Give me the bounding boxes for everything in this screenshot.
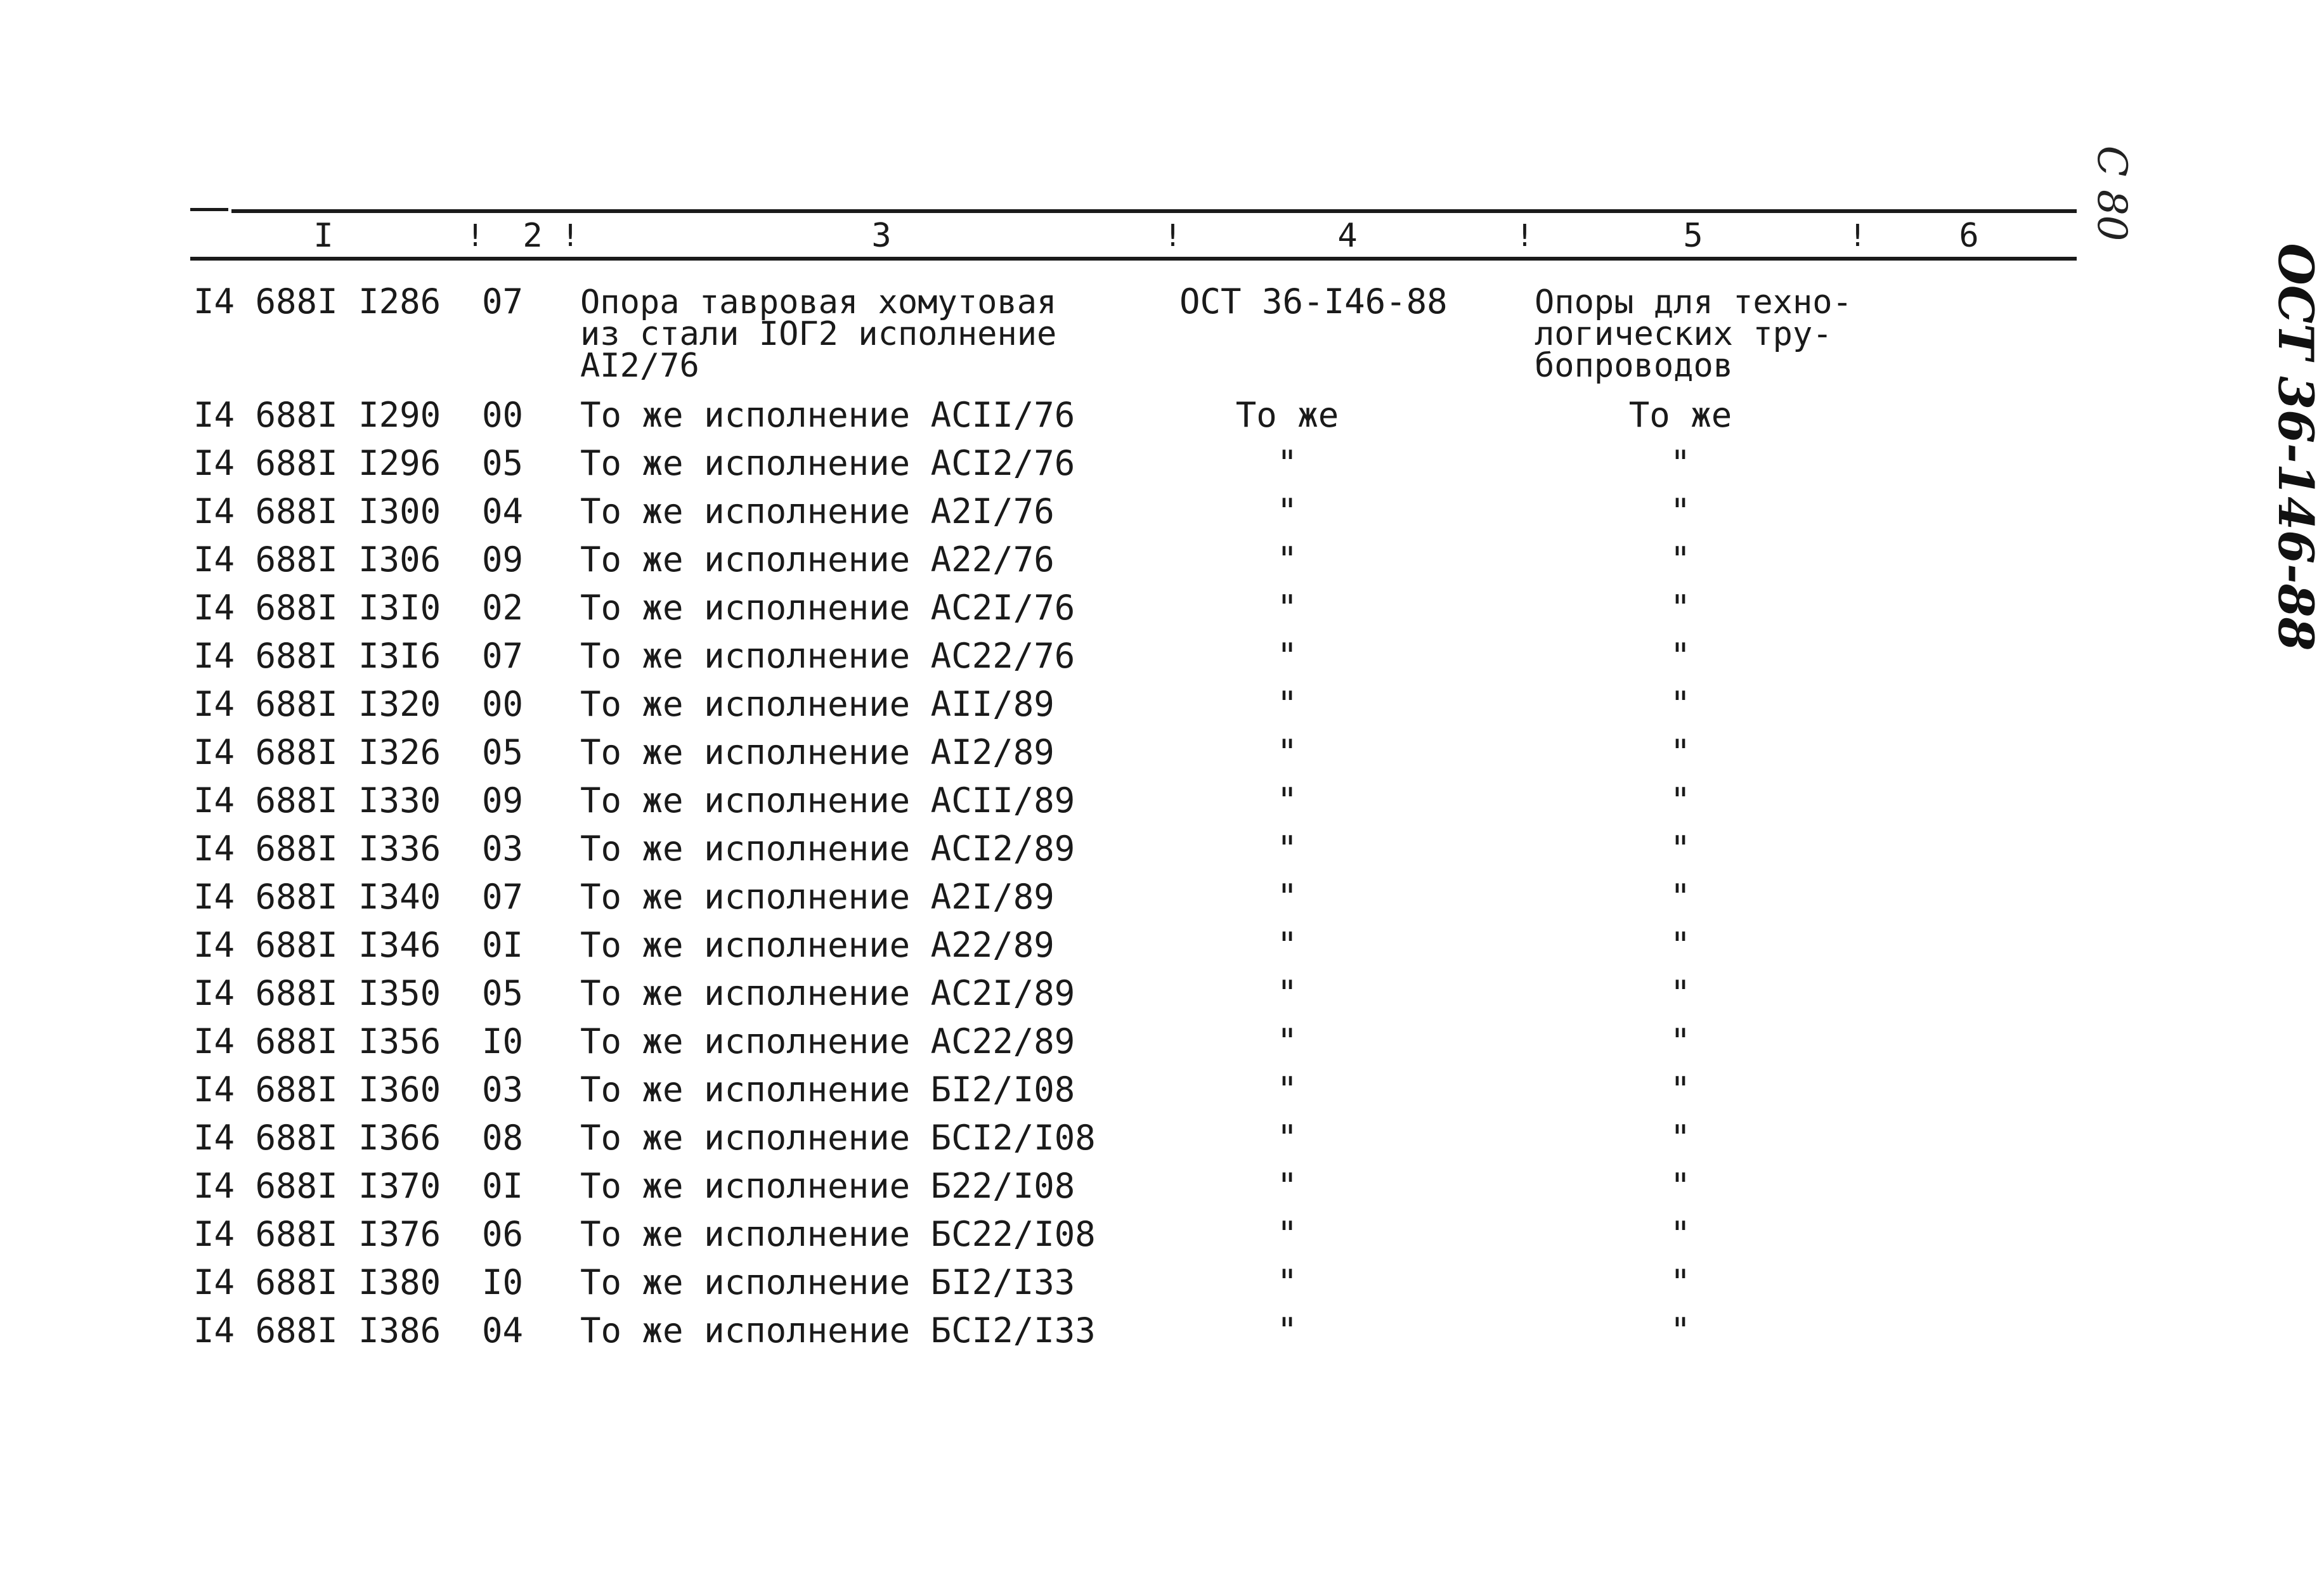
- header-separator: !: [1164, 218, 1182, 254]
- table-row: [0, 1260, 2224, 1305]
- row-name: То же исполнение А2I/89: [580, 877, 1055, 917]
- table-row: [0, 682, 2224, 727]
- row-name: То же исполнение А22/89: [580, 925, 1055, 965]
- table-row: [0, 392, 2224, 438]
- header-separator: !: [466, 218, 484, 254]
- ditto-mark: ": [1670, 588, 1691, 628]
- row-check-digits: 07: [482, 636, 524, 676]
- row-name: То же исполнение АС22/89: [580, 1021, 1075, 1061]
- ditto-mark: ": [1670, 636, 1691, 676]
- row-check-digits: 04: [482, 1311, 524, 1350]
- ditto-mark: ": [1276, 491, 1298, 531]
- row-code: I4 688I I330: [193, 780, 441, 820]
- row-code: I4 688I I350: [193, 973, 441, 1013]
- ditto-mark: ": [1670, 973, 1691, 1013]
- table-row: [0, 1067, 2224, 1113]
- ditto-mark: ": [1276, 1262, 1298, 1302]
- row-standard: То же: [1235, 395, 1339, 435]
- ditto-mark: ": [1276, 973, 1298, 1013]
- header-separator: !: [1848, 218, 1867, 254]
- row-standard: ОСТ 36-I46-88: [1179, 282, 1448, 321]
- table-row: [0, 1308, 2224, 1354]
- row-name: То же исполнение БI2/I08: [580, 1070, 1075, 1110]
- ditto-mark: ": [1670, 1070, 1691, 1110]
- table-row: [0, 730, 2224, 775]
- row-check-digits: 03: [482, 1070, 524, 1110]
- header-col-1: I: [313, 217, 334, 255]
- row-code: I4 688I I306: [193, 540, 441, 579]
- header-separator: !: [561, 218, 580, 254]
- row-code: I4 688I I376: [193, 1214, 441, 1254]
- row-check-digits: 05: [482, 732, 524, 772]
- header-col-2: 2: [523, 217, 543, 255]
- ditto-mark: ": [1276, 636, 1298, 676]
- ditto-mark: ": [1276, 1070, 1298, 1110]
- row-check-digits: I0: [482, 1262, 524, 1302]
- row-check-digits: 07: [482, 877, 524, 917]
- row-name: То же исполнение АСII/76: [580, 395, 1075, 435]
- ditto-mark: ": [1276, 877, 1298, 917]
- table-row: [0, 826, 2224, 872]
- row-code: I4 688I I3I0: [193, 588, 441, 628]
- ditto-mark: ": [1276, 1021, 1298, 1061]
- ditto-mark: ": [1276, 1118, 1298, 1158]
- table-row: [0, 1212, 2224, 1257]
- table-top-rule: [231, 209, 2077, 213]
- handwritten-standard-designation: ОСТ 36-146-88: [2268, 243, 2324, 651]
- ditto-mark: ": [1276, 732, 1298, 772]
- ditto-mark: ": [1276, 684, 1298, 724]
- row-code: I4 688I I380: [193, 1262, 441, 1302]
- row-name: То же исполнение А22/76: [580, 540, 1055, 579]
- row-group-line: Опоры для техно-: [1535, 283, 1852, 321]
- ditto-mark: ": [1670, 829, 1691, 869]
- row-name: То же исполнение АI2/89: [580, 732, 1055, 772]
- row-name: То же исполнение БI2/I33: [580, 1262, 1075, 1302]
- ditto-mark: ": [1670, 684, 1691, 724]
- table-row: [0, 1115, 2224, 1161]
- row-check-digits: 0I: [482, 925, 524, 965]
- row-name: То же исполнение Б22/I08: [580, 1166, 1075, 1206]
- ditto-mark: ": [1276, 540, 1298, 579]
- ditto-mark: ": [1670, 1311, 1691, 1350]
- row-group: То же: [1628, 395, 1732, 435]
- ditto-mark: ": [1276, 1166, 1298, 1206]
- table-top-rule-stub: [190, 208, 228, 211]
- table-row: [0, 874, 2224, 920]
- row-check-digits: 06: [482, 1214, 524, 1254]
- row-check-digits: 00: [482, 395, 524, 435]
- header-separator: !: [1516, 218, 1534, 254]
- header-col-6: 6: [1959, 217, 1979, 255]
- row-code: I4 688I I296: [193, 443, 441, 483]
- row-code: I4 688I I356: [193, 1021, 441, 1061]
- row-code: I4 688I I366: [193, 1118, 441, 1158]
- row-name: То же исполнение АС2I/89: [580, 973, 1075, 1013]
- row-code: I4 688I I326: [193, 732, 441, 772]
- table-row: [0, 778, 2224, 824]
- ditto-mark: ": [1670, 925, 1691, 965]
- table-row: [0, 633, 2224, 679]
- table-row: [0, 1019, 2224, 1065]
- row-name-line: Опора тавровая хомутовая: [580, 283, 1057, 321]
- row-name: То же исполнение АСI2/76: [580, 443, 1075, 483]
- row-name-line: AI2/76: [580, 347, 699, 385]
- row-name: То же исполнение АСII/89: [580, 780, 1075, 820]
- row-check-digits: 05: [482, 443, 524, 483]
- table-row: [0, 585, 2224, 631]
- row-check-digits: 0I: [482, 1166, 524, 1206]
- row-name: То же исполнение АС22/76: [580, 636, 1075, 676]
- row-code: I4 688I I286: [193, 282, 441, 321]
- row-name: То же исполнение БС22/I08: [580, 1214, 1096, 1254]
- row-code: I4 688I I370: [193, 1166, 441, 1206]
- ditto-mark: ": [1670, 491, 1691, 531]
- row-code: I4 688I I290: [193, 395, 441, 435]
- handwritten-page-number: С 80: [2088, 145, 2135, 242]
- row-check-digits: 05: [482, 973, 524, 1013]
- row-check-digits: I0: [482, 1021, 524, 1061]
- row-code: I4 688I I386: [193, 1311, 441, 1350]
- row-name: То же исполнение БСI2/I33: [580, 1311, 1096, 1350]
- ditto-mark: ": [1670, 780, 1691, 820]
- table-row: [0, 441, 2224, 486]
- ditto-mark: ": [1670, 732, 1691, 772]
- row-name: То же исполнение БСI2/I08: [580, 1118, 1096, 1158]
- row-check-digits: 00: [482, 684, 524, 724]
- row-name: То же исполнение АС2I/76: [580, 588, 1075, 628]
- row-code: I4 688I I320: [193, 684, 441, 724]
- row-check-digits: 03: [482, 829, 524, 869]
- header-col-4: 4: [1337, 217, 1358, 255]
- row-check-digits: 04: [482, 491, 524, 531]
- row-check-digits: 09: [482, 540, 524, 579]
- ditto-mark: ": [1670, 443, 1691, 483]
- row-code: I4 688I I360: [193, 1070, 441, 1110]
- ditto-mark: ": [1276, 829, 1298, 869]
- ditto-mark: ": [1670, 1166, 1691, 1206]
- row-check-digits: 08: [482, 1118, 524, 1158]
- header-col-5: 5: [1683, 217, 1703, 255]
- ditto-mark: ": [1670, 1118, 1691, 1158]
- row-group-line: бопроводов: [1535, 347, 1734, 385]
- ditto-mark: ": [1670, 877, 1691, 917]
- table-row: [0, 971, 2224, 1016]
- row-code: I4 688I I300: [193, 491, 441, 531]
- ditto-mark: ": [1670, 1262, 1691, 1302]
- table-row: [0, 922, 2224, 968]
- row-name: То же исполнение А2I/76: [580, 491, 1055, 531]
- ditto-mark: ": [1276, 780, 1298, 820]
- ditto-mark: ": [1276, 1214, 1298, 1254]
- table-header-rule: [190, 257, 2077, 261]
- row-check-digits: 02: [482, 588, 524, 628]
- row-code: I4 688I I336: [193, 829, 441, 869]
- row-group-line: логических тру-: [1535, 315, 1833, 353]
- ditto-mark: ": [1276, 588, 1298, 628]
- ditto-mark: ": [1276, 1311, 1298, 1350]
- ditto-mark: ": [1670, 1214, 1691, 1254]
- table-row: [0, 489, 2224, 534]
- row-code: I4 688I I340: [193, 877, 441, 917]
- ditto-mark: ": [1276, 443, 1298, 483]
- table-row: [0, 1163, 2224, 1209]
- row-code: I4 688I I346: [193, 925, 441, 965]
- table-row: [0, 537, 2224, 583]
- row-check-digits: 09: [482, 780, 524, 820]
- ditto-mark: ": [1276, 925, 1298, 965]
- ditto-mark: ": [1670, 1021, 1691, 1061]
- row-code: I4 688I I3I6: [193, 636, 441, 676]
- row-name: То же исполнение АII/89: [580, 684, 1055, 724]
- ditto-mark: ": [1670, 540, 1691, 579]
- header-col-3: 3: [871, 217, 892, 255]
- row-name: То же исполнение АСI2/89: [580, 829, 1075, 869]
- row-check-digits: 07: [482, 282, 524, 321]
- row-name-line: из стали IОГ2 исполнение: [580, 315, 1057, 353]
